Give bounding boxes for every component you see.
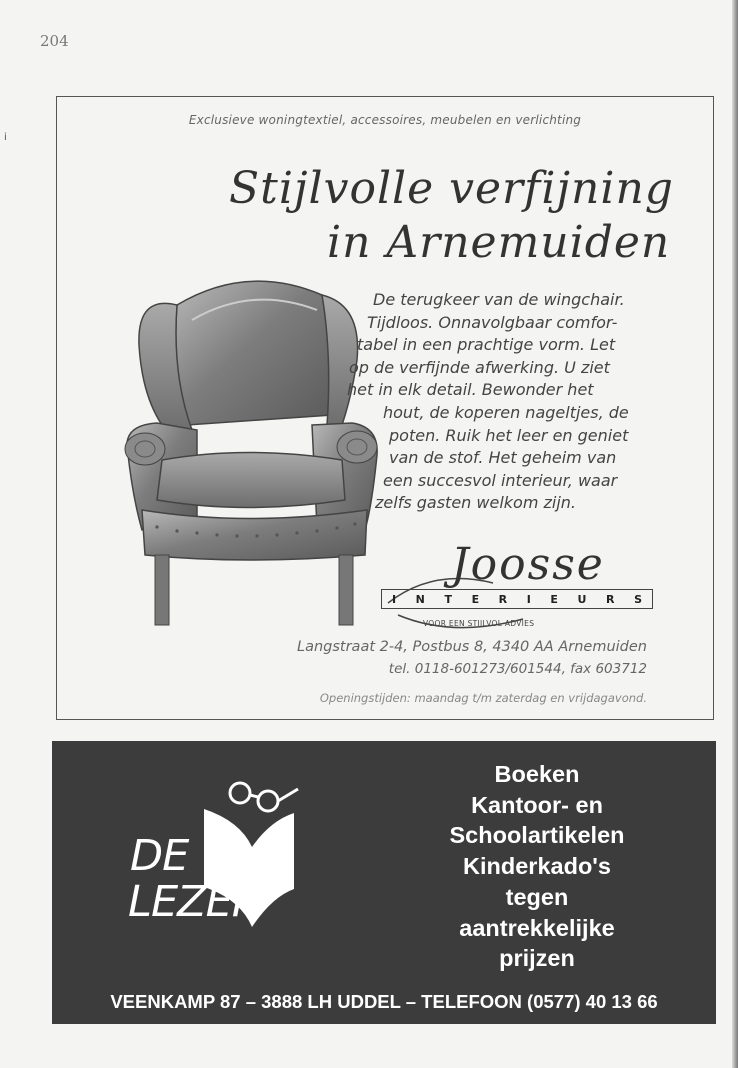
brand-letter: N <box>415 592 425 606</box>
slogan-line: tegen <box>505 883 569 910</box>
body-line: op de verfijnde afwerking. U ziet <box>349 357 610 377</box>
slogan-line: Schoolartikelen <box>449 822 625 849</box>
headline-line-1: Stijlvolle verfijning <box>229 163 674 214</box>
store-address: Langstraat 2-4, Postbus 8, 4340 AA Arnemuiden <box>297 639 647 655</box>
ad-body-text <box>345 289 665 515</box>
brand-letter: I <box>392 592 397 606</box>
body-line: van de stof. Het geheim van <box>389 448 617 468</box>
brand-letter: R <box>606 592 615 606</box>
slogan-line: prijzen <box>499 945 575 972</box>
brand-interieurs-bar <box>381 589 653 609</box>
brand-letter: S <box>634 592 642 606</box>
body-line: hout, de koperen nageltjes, de <box>383 402 629 422</box>
brand-name: Joosse <box>451 539 605 590</box>
logo-de: DE <box>130 831 189 881</box>
logo-lezer: LEZER <box>128 877 261 927</box>
brand-letter: T <box>444 592 452 606</box>
de-lezer-advertisement <box>52 741 716 1024</box>
body-line: tabel in een prachtige vorm. Let <box>357 335 616 355</box>
brand-subtitle: VOOR EEN STIJLVOL ADVIES <box>423 619 535 628</box>
body-line: Tijdloos. Onnavolgbaar comfor- <box>367 312 618 332</box>
margin-mark: i <box>4 132 7 143</box>
body-line: een succesvol interieur, waar <box>383 470 618 490</box>
body-line: zelfs gasten welkom zijn. <box>375 493 576 513</box>
brand-letter: I <box>526 592 531 606</box>
slogan-line: Kinderkado's <box>463 853 611 880</box>
body-line: het in elk detail. Bewonder het <box>347 380 594 400</box>
slogan-line: Kantoor- en <box>471 791 603 818</box>
opening-hours: Openingstijden: maandag t/m zaterdag en vrijdagavond. <box>319 691 647 705</box>
body-line: poten. Ruik het leer en geniet <box>389 425 629 445</box>
slogan-line: aantrekkelijke <box>459 914 615 941</box>
brand-letter: R <box>498 592 508 606</box>
page-number: 204 <box>40 32 69 50</box>
brand-letter: E <box>471 592 480 606</box>
ad-tagline: Exclusieve woningtextiel, accessoires, meubelen en verlichting <box>188 113 582 127</box>
shop-contact-line: VEENKAMP 87 – 3888 LH UDDEL – TELEFOON (0577) 40 13 66 <box>110 991 658 1012</box>
shop-slogan <box>422 759 652 974</box>
body-line: De terugkeer van de wingchair. <box>373 290 625 309</box>
slogan-line: Boeken <box>494 761 580 787</box>
brand-letter: U <box>577 592 587 606</box>
headline-line-2: in Arnemuiden <box>327 217 671 268</box>
brand-letter: E <box>550 592 558 606</box>
page-edge-shadow <box>732 0 738 1068</box>
joosse-advertisement <box>56 96 714 720</box>
store-phone: tel. 0118-601273/601544, fax 603712 <box>388 661 647 677</box>
